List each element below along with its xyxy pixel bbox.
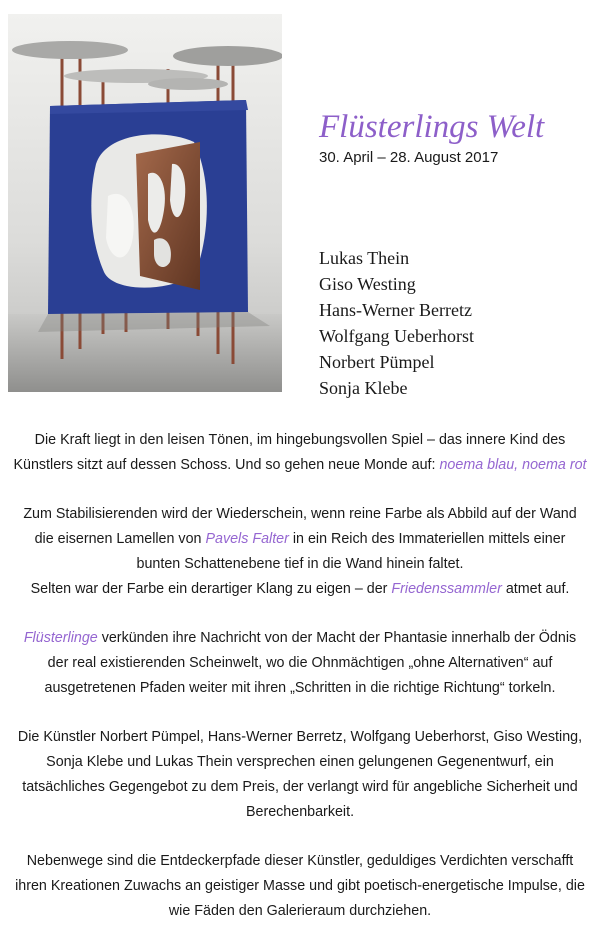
exhibition-title: Flüsterlings Welt <box>319 109 545 145</box>
text-line: Die Kraft liegt in den leisen Tönen, im hingebungsvollen Spiel – das innere Kind des <box>34 432 566 448</box>
friedenssammler-link[interactable]: Friedenssammler <box>391 581 502 597</box>
text-line: Selten war der Farbe ein derartiger Klang zu eigen – der <box>30 581 392 597</box>
exhibition-header <box>319 108 594 168</box>
pavels-falter-link[interactable]: Pavels Falter <box>205 531 289 547</box>
exhibition-description <box>0 428 600 948</box>
text-line: Sonja Klebe und Lukas Thein versprechen einen gelungenen Gegenentwurf, ein <box>46 754 554 770</box>
text-line: wie Fäden den Galerieraum durchziehen. <box>168 903 432 919</box>
artist-name: Lukas Thein <box>319 248 410 268</box>
text-line: ausgetretenen Pfaden weiter mit ihren „Schritten in die richtige Richtung“ torkeln. <box>44 680 556 696</box>
paragraph-3 <box>0 626 600 701</box>
text-line: bunten Schattenebene tief in die Wand hinein faltet. <box>136 556 464 572</box>
text-line: ihren Kreationen Zuwachs an geistiger Masse und gibt poetisch-energetische Impulse, die <box>15 878 585 894</box>
paragraph-4 <box>0 725 600 825</box>
artist-name: Giso Westing <box>319 274 416 294</box>
artist-list <box>319 245 474 401</box>
text-line: Nebenwege sind die Entdeckerpfade dieser Künstler, geduldiges Verdichten verschafft <box>26 853 574 869</box>
fluesterlinge-link[interactable]: Flüsterlinge <box>23 630 98 646</box>
sculpture-image <box>8 14 282 392</box>
text-line: verkünden ihre Nachricht von der Macht der Phantasie innerhalb der Ödnis <box>97 630 577 646</box>
paragraph-5 <box>0 849 600 924</box>
exhibition-dates: 30. April – 28. August 2017 <box>319 149 499 166</box>
text-line: der real existierenden Scheinwelt, wo die Ohnmächtigen „ohne Alternativen“ auf <box>47 655 553 671</box>
text-line: Künstlers sitzt auf dessen Schoss. Und so gehen neue Monde auf: <box>13 457 440 473</box>
artist-name: Norbert Pümpel <box>319 352 435 372</box>
paragraph-1 <box>0 428 600 478</box>
text-line: in ein Reich des Immateriellen mittels einer <box>288 531 566 547</box>
text-line: Zum Stabilisierenden wird der Wiederschein, wenn reine Farbe als Abbild auf der Wand <box>23 506 577 522</box>
text-line: Die Künstler Norbert Pümpel, Hans-Werner Berretz, Wolfgang Ueberhorst, Giso Westing, <box>17 729 583 745</box>
exhibition-artwork-photo <box>8 14 282 392</box>
text-line: atmet auf. <box>501 581 570 597</box>
text-line: die eisernen Lamellen von <box>34 531 206 547</box>
artist-name: Sonja Klebe <box>319 378 408 398</box>
paragraph-2 <box>0 502 600 602</box>
artist-name: Wolfgang Ueberhorst <box>319 326 475 346</box>
text-line: tatsächliches Gegengebot zu dem Preis, der verlangt wird für angebliche Sicherheit und <box>22 779 578 795</box>
text-line: Berechenbarkeit. <box>245 804 355 820</box>
noema-link[interactable]: noema blau, noema rot <box>439 457 587 473</box>
artist-name: Hans-Werner Berretz <box>319 300 472 320</box>
